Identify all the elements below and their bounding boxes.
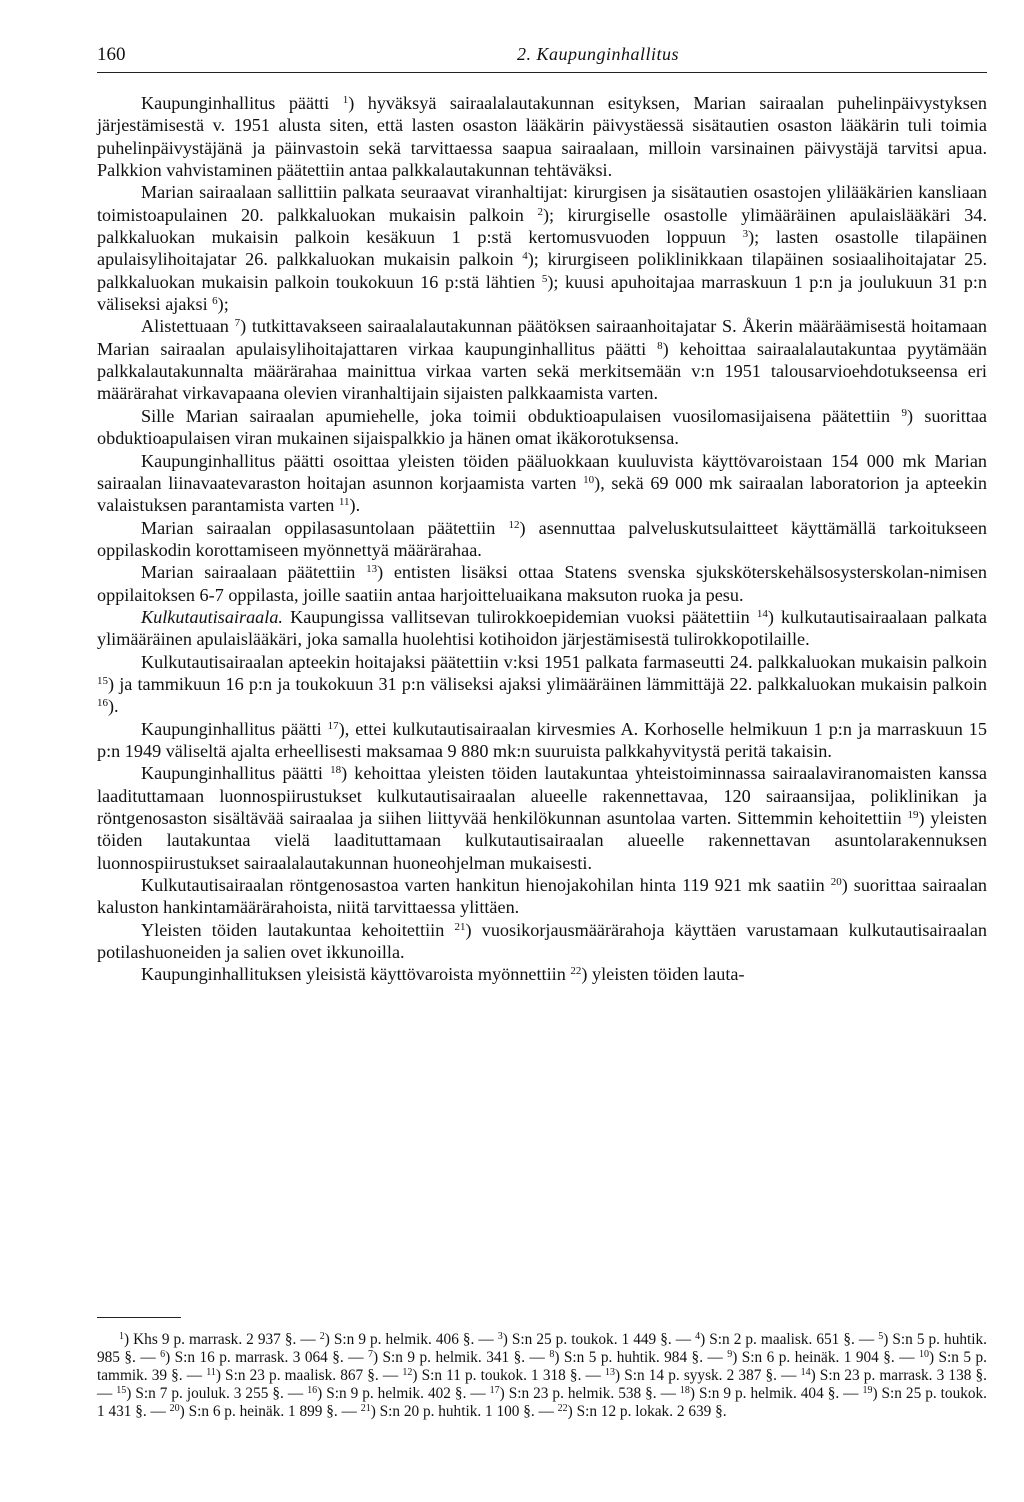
text-run: ). bbox=[108, 696, 119, 717]
footnote-ref: 13 bbox=[366, 563, 378, 576]
text-run: ), ettei kulkutautisairaalan kirvesmies A. Korhoselle helmikuun 1 p:n ja marraskuun 15 p:n 1949 väliseltä ajalta erheellisesti maksamaa 9 880 mk:n suuruista palkkahyvitystä peritä takaisin. bbox=[97, 718, 987, 761]
paragraph bbox=[97, 517, 987, 562]
footnote-text: ) S:n 6 p. heinäk. 1 899 §. — bbox=[179, 1403, 361, 1420]
text-run: ). bbox=[349, 495, 361, 516]
footnote-ref: 14 bbox=[756, 607, 768, 620]
text-run: ) suorittaa obduktioapulaisen viran mukainen sijaispalkkio ja hänen omat ikäkorotuksensa. bbox=[97, 405, 988, 449]
text-run: Kaupunginhallitus päätti bbox=[141, 763, 331, 784]
paragraph bbox=[97, 963, 987, 985]
text-run: Yleisten töiden lautakuntaa kehoitettiin bbox=[141, 919, 455, 940]
page-header bbox=[97, 42, 987, 73]
footnote-text: ) S:n 9 p. helmik. 404 §. — bbox=[689, 1385, 863, 1402]
footnote-text: ) S:n 14 p. syysk. 2 387 §. — bbox=[615, 1367, 801, 1384]
text-run: Kaupunginhallitus päätti bbox=[141, 718, 328, 739]
footnote-ref: 4 bbox=[522, 250, 528, 263]
footnote-mark: 3 bbox=[497, 1331, 503, 1342]
footnote-mark: 8 bbox=[549, 1349, 555, 1360]
paragraph bbox=[97, 919, 987, 964]
footnote-ref: 2 bbox=[537, 205, 543, 218]
text-run: Marian sairaalan oppilasasuntolaan päätettiin bbox=[141, 517, 509, 538]
footnote-text: ) S:n 23 p. maalisk. 867 §. — bbox=[215, 1367, 403, 1384]
footnote-ref: 21 bbox=[454, 920, 466, 933]
text-run: ); kirurgiseen poliklinikkaan tilapäinen sosiaalihoitajatar 25. palkkaluokan mukaisin palkoin toukokuun 16 p:stä lähtien bbox=[97, 249, 987, 292]
footnote-text: ) S:n 5 p. huhtik. 985 §. — bbox=[97, 1331, 987, 1366]
text-run: ), sekä 69 000 mk sairaalan laboratorion ja apteekin valaistuksen parantamista varten bbox=[97, 472, 987, 516]
text-run: ) yleisten töiden lautakuntaa vielä laadituttamaan kulkutautisairaalan alueelle rakennettavan asuntolarakennuksen luonnospiirustukset sairaalalautakunnan huoneohjelman mukaisesti. bbox=[97, 808, 987, 873]
footnote-mark: 18 bbox=[679, 1385, 690, 1396]
footnote-mark: 17 bbox=[489, 1385, 500, 1396]
footnote-ref: 16 bbox=[97, 697, 108, 710]
text-run: ); lasten osastolle tilapäinen apulaisylihoitajatar 26. palkkaluokan mukaisin palkoin bbox=[97, 227, 987, 270]
footnote-text: ) Khs 9 p. marrask. 2 937 §. — bbox=[124, 1331, 320, 1348]
footnote-mark: 9 bbox=[727, 1349, 733, 1360]
text-run: ) kehoittaa yleisten töiden lautakuntaa yhteistoiminnassa sairaalaviranomaisten kanssa laadituttamaan luonnospiirustukset kulkutautisairaalan alueelle rakennettavaa, 120 sairaansijaa, poliklinikan ja röntgenosaston sisältävää sairaalaa ja siihen liittyvää henkilökunnan asuntolaa varten. Sittemmin kehoitettiin bbox=[97, 763, 987, 828]
footnote-ref: 10 bbox=[583, 473, 595, 486]
text-run: Kaupunginhallitus päätti bbox=[141, 93, 343, 113]
text-run: Marian sairaalaan sallittiin palkata seuraavat viranhaltijat: kirurgisen ja sisätautien osastojen ylilääkärien kansliaan toimistoapulainen 20. palkkaluokan mukaisin palkoin bbox=[97, 182, 987, 225]
paragraph bbox=[97, 181, 987, 315]
text-run: ) entisten lisäksi ottaa Statens svenska sjuksköterskehälsosysterskolan-nimisen oppilaitoksen 6-7 oppilasta, joille saatiin antaa harjoitteluaikana maksuton ruoka ja pesu. bbox=[97, 562, 987, 605]
text-run: ) tutkittavakseen sairaalalautakunnan päätöksen sairaanhoitajatar S. Åkerin määräämisestä hoitamaan Marian sairaalan apulaisylihoitajattaren virkaa kaupunginhallitus päätti bbox=[97, 316, 987, 359]
text-run: ) kehoittaa sairaalalautakuntaa pyytämään palkkalautakunnalta määrärahaa mainittua virkaa varten sekä merkitsemään v:n 1951 talousarvioehdotukseensa eri määrärahat virkavapaana olevien viranhaltijain sijaisten palkkaamista varten. bbox=[97, 338, 987, 404]
paragraph bbox=[97, 92, 987, 181]
footnote-mark: 5 bbox=[878, 1331, 884, 1342]
footnote-ref: 19 bbox=[907, 809, 919, 821]
footnote-ref: 1 bbox=[342, 94, 349, 106]
paragraph bbox=[97, 762, 987, 874]
footnote-ref: 22 bbox=[570, 965, 582, 978]
text-run: ) asennuttaa palveluskutsulaitteet käyttämällä tarkoitukseen oppilaskodin korottamiseen myönnettyä määrärahaa. bbox=[97, 517, 987, 560]
footnote-ref: 9 bbox=[901, 406, 907, 419]
text-run: Kaupunginhallitus päätti osoittaa yleisten töiden pääluokkaan kuuluvista käyttövaroistaan 154 000 mk Marian sairaalan liinavaatevaraston hoitajan asunnon korjaamista varten bbox=[97, 450, 987, 493]
footnote-mark: 4 bbox=[695, 1331, 701, 1342]
footnote-text: ) S:n 9 p. helmik. 406 §. — bbox=[324, 1331, 498, 1348]
footnote-text: ) S:n 20 p. huhtik. 1 100 §. — bbox=[370, 1403, 558, 1420]
footnote-divider bbox=[97, 1317, 181, 1318]
running-title: 2. Kaupunginhallitus bbox=[517, 44, 680, 64]
text-run: ) kulkutautisairaalaan palkata ylimääräinen apulaislääkäri, joka samalla huolehtisi kotihoidon järjestämisestä tulirokkopotilaille. bbox=[97, 606, 987, 650]
footnote-mark: 7 bbox=[367, 1349, 373, 1360]
footnote-mark: 2 bbox=[319, 1331, 325, 1342]
footnote-text: ) S:n 23 p. helmik. 538 §. — bbox=[499, 1385, 680, 1402]
footnote-mark: 16 bbox=[307, 1385, 318, 1396]
footnote-text: ) S:n 5 p. huhtik. 984 §. — bbox=[554, 1349, 728, 1366]
body-text bbox=[97, 92, 987, 986]
footnote-text: ) S:n 23 p. marrask. 3 138 §. — bbox=[97, 1367, 987, 1402]
footnote-mark: 1 bbox=[119, 1331, 124, 1342]
text-run: ) vuosikorjausmäärärahoja käyttäen varustamaan kulkutautisairaalan potilashuoneiden ja salien ovet ikkunoilla. bbox=[97, 919, 987, 963]
footnote-text: ) S:n 9 p. helmik. 402 §. — bbox=[317, 1385, 490, 1402]
footnotes-block bbox=[97, 1331, 987, 1421]
footnote-text: ) S:n 6 p. heinäk. 1 904 §. — bbox=[732, 1349, 919, 1366]
footnote-ref: 17 bbox=[327, 719, 339, 732]
footnote-mark: 13 bbox=[605, 1367, 615, 1378]
footnote-ref: 20 bbox=[830, 876, 842, 889]
footnote-mark: 21 bbox=[360, 1403, 371, 1414]
footnote-mark: 15 bbox=[116, 1385, 127, 1396]
paragraph bbox=[97, 874, 987, 919]
text-run: Alistettuaan bbox=[141, 316, 235, 337]
footnote-mark: 20 bbox=[169, 1403, 180, 1414]
footnote-text: ) S:n 25 p. toukok. 1 449 §. — bbox=[502, 1331, 696, 1348]
footnote-text: ) S:n 9 p. helmik. 341 §. — bbox=[372, 1349, 550, 1366]
footnote-mark: 12 bbox=[402, 1367, 413, 1378]
text-run: ); kuusi apuhoitajaa marraskuun 1 p:n ja joulukuun 31 p:n väliseksi ajaksi bbox=[97, 271, 987, 315]
footnote-text: ) S:n 2 p. maalisk. 651 §. — bbox=[700, 1331, 879, 1348]
footnote-text: ) S:n 7 p. jouluk. 3 255 §. — bbox=[126, 1385, 308, 1402]
footnote-text: ) S:n 12 p. lokak. 2 639 §. bbox=[567, 1403, 727, 1420]
footnote-text: ) S:n 5 p. tammik. 39 §. — bbox=[97, 1349, 987, 1384]
page-number: 160 bbox=[97, 44, 126, 65]
text-run: Marian sairaalaan päätettiin bbox=[141, 562, 367, 583]
text-run: ) ja tammikuun 16 p:n ja toukokuun 31 p:n väliseksi ajaksi ylimääräinen lämmittäjä 22. palkkaluokan mukaisin palkoin bbox=[108, 673, 987, 694]
text-run: ) hyväksyä sairaalalautakunnan esityksen, Marian sairaalan puhelinpäivystyksen järjestämisestä v. 1951 alusta siten, että lasten osaston lääkärin päivystäessä sisätautien osaston lääkärin tuli toimia puhelinpäivystäjänä ja päinvastoin sekä tarvittaessa saapua sairaalaan, milloin varsinainen päivystäjä tarvitsi apua. Palkkion vahvistaminen päätettiin antaa palkkalautakunnan tehtäväksi. bbox=[97, 93, 987, 181]
footnote-mark: 22 bbox=[557, 1403, 568, 1414]
footnote-mark: 19 bbox=[862, 1385, 873, 1396]
text-run: ); bbox=[217, 294, 229, 315]
paragraph bbox=[97, 315, 987, 404]
text-run: ); kirurgiselle osastolle ylimääräinen apulaislääkäri 34. palkkaluokan mukaisin palkoin kesäkuun 1 p:stä kertomusvuoden loppuun bbox=[97, 204, 988, 248]
text-run: Kulkutautisairaalan röntgenosastoa varten hankitun hienojakohilan hinta 119 921 mk saatiin bbox=[141, 875, 831, 896]
text-run: ) suorittaa sairaalan kaluston hankintamäärärahoista, niitä tarvittaessa ylittäen. bbox=[97, 875, 987, 918]
footnote-ref: 6 bbox=[212, 295, 218, 308]
footnote-ref: 8 bbox=[657, 339, 663, 352]
footnote-mark: 6 bbox=[160, 1349, 166, 1360]
text-run: Sille Marian sairaalan apumiehelle, joka toimii obduktioapulaisen vuosilomasijaisena päätettiin bbox=[141, 405, 902, 426]
footnote-ref: 12 bbox=[508, 518, 520, 531]
footnote-ref: 7 bbox=[234, 317, 241, 330]
footnote-mark: 14 bbox=[800, 1367, 811, 1378]
footnote-ref: 3 bbox=[742, 228, 749, 241]
footnotes-text bbox=[97, 1331, 987, 1421]
paragraph bbox=[97, 651, 987, 718]
footnote-ref: 11 bbox=[338, 496, 350, 509]
footnote-mark: 10 bbox=[918, 1349, 929, 1360]
footnote-text: ) S:n 16 p. marrask. 3 064 §. — bbox=[165, 1349, 368, 1366]
text-run: Kulkutautisairaalan apteekin hoitajaksi päätettiin v:ksi 1951 palkata farmaseutti 24. palkkaluokan mukaisin palkoin bbox=[141, 651, 987, 672]
paragraph bbox=[97, 405, 987, 450]
text-run: ) yleisten töiden lauta- bbox=[581, 964, 745, 985]
paragraph bbox=[97, 606, 987, 651]
section-heading-inline: Kulkutautisairaala. bbox=[141, 606, 283, 627]
footnote-ref: 18 bbox=[330, 764, 342, 777]
text-run: Kaupunginhallituksen yleisistä käyttövaroista myönnettiin bbox=[141, 964, 571, 985]
text-run: Kaupungissa vallitsevan tulirokkoepidemian vuoksi päätettiin bbox=[282, 606, 757, 627]
paragraph bbox=[97, 718, 987, 763]
paragraph bbox=[97, 561, 987, 606]
footnote-ref: 5 bbox=[541, 272, 548, 285]
footnote-text: ) S:n 25 p. toukok. 1 431 §. — bbox=[97, 1385, 987, 1420]
paragraph bbox=[97, 450, 987, 517]
footnote-text: ) S:n 11 p. toukok. 1 318 §. — bbox=[412, 1367, 605, 1384]
footnote-mark: 11 bbox=[206, 1367, 216, 1378]
footnote-ref: 15 bbox=[97, 674, 108, 687]
